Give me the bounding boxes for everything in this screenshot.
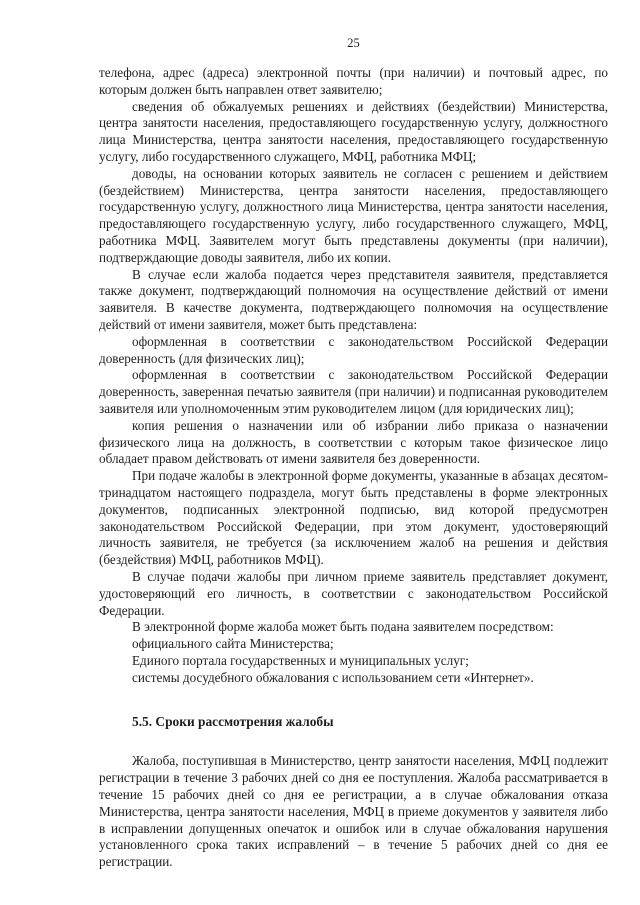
paragraph-representative: В случае если жалоба подается через представителя заявителя, представляется также документ, подтверждающий полномочия на осуществление действий от имени заявителя. В качестве документа, подтверждающего полномочия на осуществление действий от имени заявителя, может быть представлена: xyxy=(99,266,608,332)
paragraph-appointment-decision: копия решения о назначении или об избрании либо приказа о назначении физического лица на должность, в соответствии с которым такое физическое лицо обладает правом действовать от имени заявителя без доверенности. xyxy=(99,417,608,467)
paragraph-power-of-attorney-individuals: оформленная в соответствии с законодательством Российской Федерации доверенность (для физических лиц); xyxy=(99,333,608,366)
paragraph-electronic-channels-intro: В электронной форме жалоба может быть подана заявителем посредством: xyxy=(132,619,554,635)
paragraph-channel-unified-portal: Единого портала государственных и муниципальных услуг; xyxy=(132,652,469,668)
paragraph-electronic-documents: При подаче жалобы в электронной форме документы, указанные в абзацах десятом-тринадцатом настоящего подраздела, могут быть представлены в форме электронных документов, подписанных электронной подписью, вид которой предусмотрен законодательством Российской Федерации, при этом документ, удостоверяющий личность заявителя, не требуется (за исключением жалоб на решения и действия (бездействия) МФЦ, работников МФЦ). xyxy=(99,468,608,568)
paragraph-arguments: доводы, на основании которых заявитель не согласен с решением и действием (бездействием) Министерства, центра занятости населения, предоставляющего государственную услугу, должностного лица Министерства, центра занятости населения, предоставляющего государственную услугу, либо государственного служащего, МФЦ, работника МФЦ. Заявителем могут быть представлены документы (при наличии), подтверждающие доводы заявителя, либо их копии. xyxy=(99,165,608,265)
paragraph-personal-reception: В случае подачи жалобы при личном приеме заявитель представляет документ, удостоверяющий его личность, в соответствии с законодательством Российской Федерации. xyxy=(99,568,608,618)
paragraph-channel-ministry-site: официального сайта Министерства; xyxy=(132,636,334,652)
paragraph-channel-pretrial-system: системы досудебного обжалования с использованием сети «Интернет». xyxy=(132,669,534,685)
paragraph-power-of-attorney-legal-entities: оформленная в соответствии с законодательством Российской Федерации доверенность, заверенная печатью заявителя (при наличии) и подписанная руководителем заявителя или уполномоченным этим руководителем лицом (для юридических лиц); xyxy=(99,367,608,416)
paragraph-appealed-decisions: сведения об обжалуемых решениях и действиях (бездействии) Министерства, центра занятости населения, предоставляющего государственную услугу, должностного лица Министерства, центра занятости населения, предоставляющего государственную услугу, либо государственного служащего, МФЦ, работника МФЦ; xyxy=(99,98,608,164)
section-heading: 5.5. Сроки рассмотрения жалобы xyxy=(132,714,334,730)
page-number: 25 xyxy=(347,36,360,50)
section-body: Жалоба, поступившая в Министерство, центр занятости населения, МФЦ подлежит регистрации в течение 3 рабочих дней со дня ее поступления. Жалоба рассматривается в течение 15 рабочих дней со дня ее регистрации, а в случае обжалования отказа Министерства, центра занятости населения, МФЦ в приеме документов у заявителя либо в исправлении допущенных опечаток и ошибок или в случае обжалования нарушения установленного срока таких исправлений – в течение 5 рабочих дней со дня ее регистрации. xyxy=(99,753,608,870)
paragraph-contact-details: телефона, адрес (адреса) электронной почты (при наличии) и почтовый адрес, по которым должен быть направлен ответ заявителю; xyxy=(99,65,608,97)
